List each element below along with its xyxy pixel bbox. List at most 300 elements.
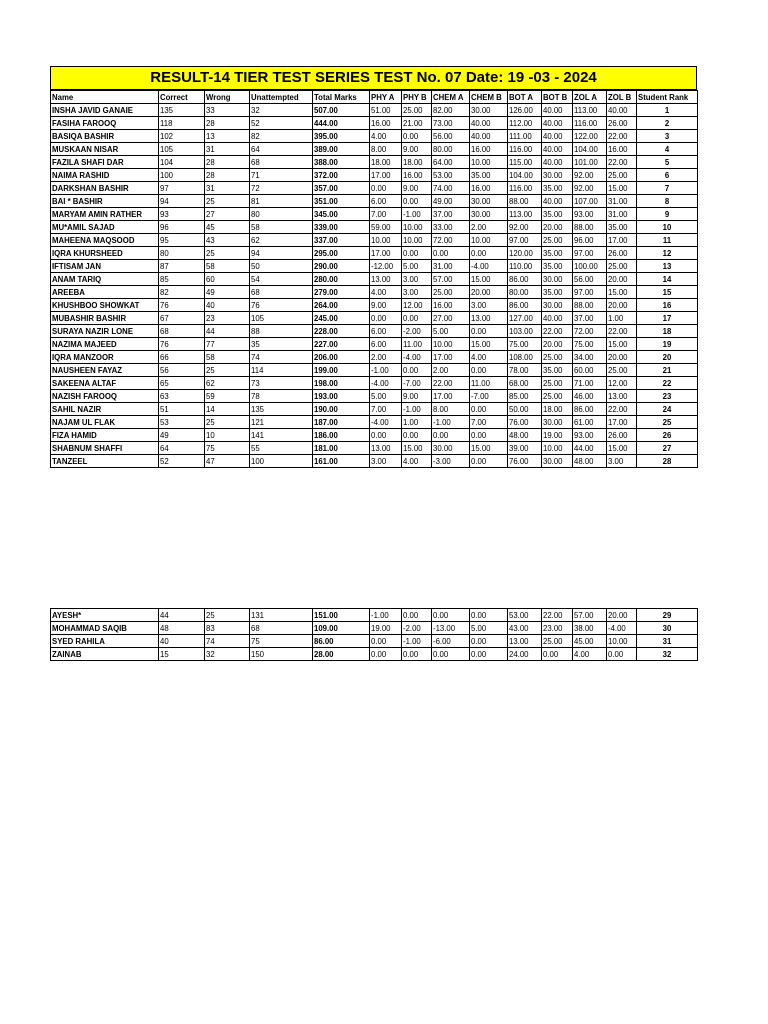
table-cell: 31 (205, 143, 250, 156)
table-row (51, 234, 698, 247)
table-cell: 4.00 (370, 130, 402, 143)
table-cell: 8.00 (370, 143, 402, 156)
table-cell: 40.00 (470, 117, 508, 130)
table-cell: 4.00 (370, 286, 402, 299)
table-cell: 52 (250, 117, 313, 130)
table-cell: 104.00 (508, 169, 542, 182)
table-row (51, 622, 698, 635)
table-cell: -2.00 (402, 622, 432, 635)
table-cell: 44 (205, 325, 250, 338)
table-cell: 0.00 (607, 648, 637, 661)
table-cell: 25 (205, 195, 250, 208)
table-cell: 25.00 (402, 104, 432, 117)
results-table-continued (50, 608, 698, 661)
table-cell: 20.00 (607, 299, 637, 312)
table-cell: 35.00 (542, 182, 573, 195)
table-cell: 0.00 (470, 247, 508, 260)
table-cell: 97.00 (573, 286, 607, 299)
table-cell: 31.00 (607, 208, 637, 221)
results-table (50, 90, 698, 468)
table-cell: 126.00 (508, 104, 542, 117)
table-cell: 73 (250, 377, 313, 390)
table-cell: 26.00 (607, 429, 637, 442)
table-cell: 122.00 (573, 130, 607, 143)
table-cell: 5.00 (432, 325, 470, 338)
table-cell: 25 (205, 416, 250, 429)
table-cell: 0.00 (402, 429, 432, 442)
table-cell: 48.00 (573, 455, 607, 468)
table-row (51, 455, 698, 468)
table-cell: 27.00 (432, 312, 470, 325)
table-cell: IQRA KHURSHEED (51, 247, 159, 260)
table-cell: 295.00 (313, 247, 370, 260)
table-cell: DARKSHAN BASHIR (51, 182, 159, 195)
table-cell: 118 (159, 117, 205, 130)
table-cell: 0.00 (470, 635, 508, 648)
table-cell: 2.00 (370, 351, 402, 364)
results-table-body (51, 91, 698, 468)
table-cell: -1.00 (432, 416, 470, 429)
table-cell: 16 (637, 299, 698, 312)
table-cell: 10.00 (402, 221, 432, 234)
table-cell: 35.00 (542, 364, 573, 377)
table-cell: 31 (637, 635, 698, 648)
table-cell: 28 (205, 117, 250, 130)
table-cell: 86.00 (508, 273, 542, 286)
table-cell: 25.00 (542, 635, 573, 648)
table-cell: 12 (637, 247, 698, 260)
table-cell: -3.00 (432, 455, 470, 468)
table-cell: 59 (205, 390, 250, 403)
table-cell: 3.00 (402, 273, 432, 286)
table-cell: 14 (205, 403, 250, 416)
table-cell: 100.00 (573, 260, 607, 273)
table-cell: 151.00 (313, 609, 370, 622)
table-cell: 10.00 (402, 234, 432, 247)
table-cell: 26.00 (607, 247, 637, 260)
table-cell: 22.00 (607, 403, 637, 416)
table-cell: 68 (250, 156, 313, 169)
table-cell: 58 (250, 221, 313, 234)
table-cell: 121 (250, 416, 313, 429)
table-cell: 13.00 (508, 635, 542, 648)
table-cell: 1 (637, 104, 698, 117)
table-cell: 290.00 (313, 260, 370, 273)
table-cell: 12.00 (402, 299, 432, 312)
table-cell: 6.00 (370, 325, 402, 338)
table-cell: 58 (205, 351, 250, 364)
table-cell: 76 (159, 299, 205, 312)
table-cell: 57.00 (432, 273, 470, 286)
table-cell: 64 (250, 143, 313, 156)
table-cell: 53 (159, 416, 205, 429)
table-cell: 43 (205, 234, 250, 247)
table-cell: 15.00 (470, 338, 508, 351)
table-cell: 0.00 (432, 247, 470, 260)
table-cell: 109.00 (313, 622, 370, 635)
table-cell: -1.00 (370, 364, 402, 377)
table-cell: 25 (205, 247, 250, 260)
table-cell: -4.00 (470, 260, 508, 273)
table-cell: 30.00 (542, 455, 573, 468)
table-cell: 35.00 (542, 247, 573, 260)
table-cell: 0.00 (370, 429, 402, 442)
table-cell: 0.00 (402, 247, 432, 260)
table-cell: IFTISAM JAN (51, 260, 159, 273)
table-cell: 21.00 (402, 117, 432, 130)
table-cell: 395.00 (313, 130, 370, 143)
table-row (51, 403, 698, 416)
table-cell: 4 (637, 143, 698, 156)
table-cell: 11 (637, 234, 698, 247)
table-cell: 17.00 (607, 234, 637, 247)
table-cell: 35.00 (542, 208, 573, 221)
table-cell: 25.00 (607, 364, 637, 377)
column-header: Student Rank (637, 91, 698, 104)
table-cell: 60 (205, 273, 250, 286)
table-cell: 76.00 (508, 416, 542, 429)
table-cell: 51 (159, 403, 205, 416)
table-cell: 10.00 (432, 338, 470, 351)
table-cell: 0.00 (370, 312, 402, 325)
table-cell: 15.00 (607, 338, 637, 351)
column-header: BOT A (508, 91, 542, 104)
table-cell: 88.00 (508, 195, 542, 208)
table-cell: 103.00 (508, 325, 542, 338)
table-row (51, 299, 698, 312)
table-row (51, 130, 698, 143)
table-cell: 96.00 (573, 234, 607, 247)
table-cell: 75.00 (573, 338, 607, 351)
table-cell: 135 (250, 403, 313, 416)
table-cell: 30.00 (470, 104, 508, 117)
table-cell: 16.00 (470, 182, 508, 195)
table-cell: -6.00 (432, 635, 470, 648)
table-cell: 30.00 (542, 169, 573, 182)
table-cell: 4.00 (470, 351, 508, 364)
table-cell: 264.00 (313, 299, 370, 312)
table-cell: 51.00 (370, 104, 402, 117)
table-cell: 10.00 (607, 635, 637, 648)
table-cell: 10 (205, 429, 250, 442)
table-row (51, 208, 698, 221)
table-cell: 150 (250, 648, 313, 661)
table-cell: 6.00 (370, 195, 402, 208)
table-cell: 5.00 (402, 260, 432, 273)
table-cell: 35.00 (607, 221, 637, 234)
table-cell: 40.00 (607, 104, 637, 117)
table-cell: 24 (637, 403, 698, 416)
table-cell: 85.00 (508, 390, 542, 403)
table-cell: SYED RAHILA (51, 635, 159, 648)
table-cell: 15.00 (607, 182, 637, 195)
table-cell: 13.00 (607, 390, 637, 403)
table-cell: 337.00 (313, 234, 370, 247)
table-cell: 32 (205, 648, 250, 661)
table-cell: 2.00 (470, 221, 508, 234)
table-cell: 111.00 (508, 130, 542, 143)
table-cell: 74.00 (432, 182, 470, 195)
table-cell: 0.00 (542, 648, 573, 661)
table-cell: 13 (637, 260, 698, 273)
table-cell: 357.00 (313, 182, 370, 195)
table-cell: 23 (637, 390, 698, 403)
table-cell: 82 (159, 286, 205, 299)
table-cell: 15.00 (607, 286, 637, 299)
table-cell: 67 (159, 312, 205, 325)
table-row (51, 117, 698, 130)
table-cell: 3.00 (607, 455, 637, 468)
table-cell: 30.00 (470, 195, 508, 208)
table-cell: 76.00 (508, 455, 542, 468)
table-cell: 187.00 (313, 416, 370, 429)
table-cell: 45 (205, 221, 250, 234)
table-cell: 5 (637, 156, 698, 169)
table-cell: 206.00 (313, 351, 370, 364)
table-cell: 115.00 (508, 156, 542, 169)
table-cell: 22.00 (607, 156, 637, 169)
table-cell: 17.00 (432, 390, 470, 403)
table-cell: 10.00 (470, 156, 508, 169)
table-cell: 30 (637, 622, 698, 635)
column-header: ZOL B (607, 91, 637, 104)
table-cell: 389.00 (313, 143, 370, 156)
table-cell: 58 (205, 260, 250, 273)
table-cell: 27 (205, 208, 250, 221)
table-cell: 40.00 (542, 195, 573, 208)
table-cell: 88 (250, 325, 313, 338)
table-cell: 80 (250, 208, 313, 221)
table-cell: AREEBA (51, 286, 159, 299)
table-cell: 15 (159, 648, 205, 661)
table-cell: 2 (637, 117, 698, 130)
table-cell: 279.00 (313, 286, 370, 299)
table-cell: 372.00 (313, 169, 370, 182)
results-sheet (50, 66, 697, 468)
table-cell: 80.00 (508, 286, 542, 299)
table-cell: NAIMA RASHID (51, 169, 159, 182)
table-cell: 13.00 (370, 273, 402, 286)
table-cell: 94 (250, 247, 313, 260)
table-cell: 21 (637, 364, 698, 377)
table-cell: 4.00 (573, 648, 607, 661)
table-cell: 93.00 (573, 208, 607, 221)
table-cell: 0.00 (402, 648, 432, 661)
table-cell: 15.00 (470, 273, 508, 286)
table-cell: FASIHA FAROOQ (51, 117, 159, 130)
table-cell: 388.00 (313, 156, 370, 169)
table-cell: 25.00 (607, 260, 637, 273)
table-cell: 27 (637, 442, 698, 455)
table-row (51, 442, 698, 455)
table-cell: 40.00 (542, 104, 573, 117)
table-cell: 74 (205, 635, 250, 648)
column-header: Name (51, 91, 159, 104)
table-cell: 31.00 (432, 260, 470, 273)
table-cell: 75.00 (508, 338, 542, 351)
table-cell: 80.00 (432, 143, 470, 156)
table-cell: 9.00 (370, 299, 402, 312)
table-cell: 30.00 (432, 442, 470, 455)
table-cell: 102 (159, 130, 205, 143)
table-row (51, 377, 698, 390)
column-header: CHEM A (432, 91, 470, 104)
table-cell: 100 (250, 455, 313, 468)
table-cell: 28 (205, 156, 250, 169)
table-cell: 12.00 (607, 377, 637, 390)
table-cell: 101.00 (573, 156, 607, 169)
table-cell: NAZISH FAROOQ (51, 390, 159, 403)
table-cell: -4.00 (370, 416, 402, 429)
table-cell: 105 (250, 312, 313, 325)
table-cell: 86.00 (573, 403, 607, 416)
table-cell: 20.00 (542, 338, 573, 351)
table-cell: 26 (637, 429, 698, 442)
table-cell: 64 (159, 442, 205, 455)
table-cell: 88.00 (573, 299, 607, 312)
table-row (51, 156, 698, 169)
table-cell: 11.00 (402, 338, 432, 351)
table-cell: 6 (637, 169, 698, 182)
table-cell: 181.00 (313, 442, 370, 455)
table-cell: 0.00 (402, 312, 432, 325)
table-cell: 20.00 (607, 273, 637, 286)
table-cell: 37.00 (432, 208, 470, 221)
table-cell: 68 (250, 622, 313, 635)
table-cell: NAUSHEEN FAYAZ (51, 364, 159, 377)
table-cell: -12.00 (370, 260, 402, 273)
table-cell: -2.00 (402, 325, 432, 338)
table-cell: 25 (637, 416, 698, 429)
table-cell: 66 (159, 351, 205, 364)
table-cell: 40.00 (542, 156, 573, 169)
table-cell: 56.00 (573, 273, 607, 286)
table-cell: 29 (637, 609, 698, 622)
table-cell: 20.00 (607, 609, 637, 622)
table-cell: 0.00 (402, 364, 432, 377)
table-cell: 54 (250, 273, 313, 286)
table-cell: KHUSHBOO SHOWKAT (51, 299, 159, 312)
table-header-row (51, 91, 698, 104)
table-cell: 113.00 (573, 104, 607, 117)
table-cell: NAZIMA MAJEED (51, 338, 159, 351)
table-cell: 31.00 (607, 195, 637, 208)
table-cell: 18.00 (542, 403, 573, 416)
table-cell: 20.00 (542, 221, 573, 234)
table-cell: 81 (250, 195, 313, 208)
column-header: PHY B (402, 91, 432, 104)
table-cell: 245.00 (313, 312, 370, 325)
table-cell: 48.00 (508, 429, 542, 442)
table-cell: 100 (159, 169, 205, 182)
table-cell: 33.00 (432, 221, 470, 234)
table-cell: 18 (637, 325, 698, 338)
table-cell: SURAYA NAZIR LONE (51, 325, 159, 338)
table-cell: -7.00 (470, 390, 508, 403)
table-cell: 7.00 (370, 208, 402, 221)
table-cell: 15.00 (607, 442, 637, 455)
table-cell: 5.00 (470, 622, 508, 635)
table-cell: 0.00 (470, 403, 508, 416)
table-cell: 108.00 (508, 351, 542, 364)
table-cell: 57.00 (573, 609, 607, 622)
table-cell: ZAINAB (51, 648, 159, 661)
table-cell: 31 (205, 182, 250, 195)
table-cell: 0.00 (370, 182, 402, 195)
table-cell: 141 (250, 429, 313, 442)
table-cell: 23.00 (542, 622, 573, 635)
table-cell: 3.00 (402, 286, 432, 299)
table-cell: 40.00 (542, 130, 573, 143)
table-row (51, 286, 698, 299)
table-cell: 37.00 (573, 312, 607, 325)
table-cell: -1.00 (402, 403, 432, 416)
table-cell: 45.00 (573, 635, 607, 648)
table-cell: 22.00 (542, 609, 573, 622)
table-cell: 25.00 (432, 286, 470, 299)
table-cell: 351.00 (313, 195, 370, 208)
table-cell: 97.00 (573, 247, 607, 260)
sheet-title: RESULT-14 TIER TEST SERIES TEST No. 07 Date: 19 -03 - 2024 (50, 66, 697, 90)
table-cell: 280.00 (313, 273, 370, 286)
table-cell: 161.00 (313, 455, 370, 468)
table-cell: 92.00 (508, 221, 542, 234)
table-cell: 0.00 (370, 635, 402, 648)
table-cell: 94 (159, 195, 205, 208)
table-cell: -13.00 (432, 622, 470, 635)
table-row (51, 273, 698, 286)
table-cell: 345.00 (313, 208, 370, 221)
table-cell: 34.00 (573, 351, 607, 364)
table-cell: 9.00 (402, 182, 432, 195)
table-cell: 22.00 (607, 325, 637, 338)
table-cell: BAI * BASHIR (51, 195, 159, 208)
table-cell: 33 (205, 104, 250, 117)
table-cell: 105 (159, 143, 205, 156)
table-cell: 47 (205, 455, 250, 468)
table-cell: 28 (637, 455, 698, 468)
table-cell: 28.00 (313, 648, 370, 661)
table-cell: 10 (637, 221, 698, 234)
table-cell: 85 (159, 273, 205, 286)
table-cell: 19 (637, 338, 698, 351)
table-cell: 76 (250, 299, 313, 312)
table-cell: 17.00 (432, 351, 470, 364)
table-cell: -1.00 (402, 208, 432, 221)
table-cell: 49.00 (432, 195, 470, 208)
table-cell: 3.00 (470, 299, 508, 312)
table-cell: 0.00 (470, 648, 508, 661)
table-cell: 15.00 (470, 442, 508, 455)
table-cell: 507.00 (313, 104, 370, 117)
table-cell: 1.00 (402, 416, 432, 429)
column-header: PHY A (370, 91, 402, 104)
column-header: Correct (159, 91, 205, 104)
table-cell: 63 (159, 390, 205, 403)
table-cell: 26.00 (607, 117, 637, 130)
table-cell: 20.00 (470, 286, 508, 299)
table-cell: 40.00 (542, 143, 573, 156)
table-cell: 15 (637, 286, 698, 299)
table-cell: 18.00 (370, 156, 402, 169)
table-cell: 68 (159, 325, 205, 338)
table-cell: 116.00 (508, 143, 542, 156)
table-cell: 30.00 (470, 208, 508, 221)
table-cell: 0.00 (470, 325, 508, 338)
table-cell: 55 (250, 442, 313, 455)
table-cell: 17 (637, 312, 698, 325)
table-cell: 96 (159, 221, 205, 234)
